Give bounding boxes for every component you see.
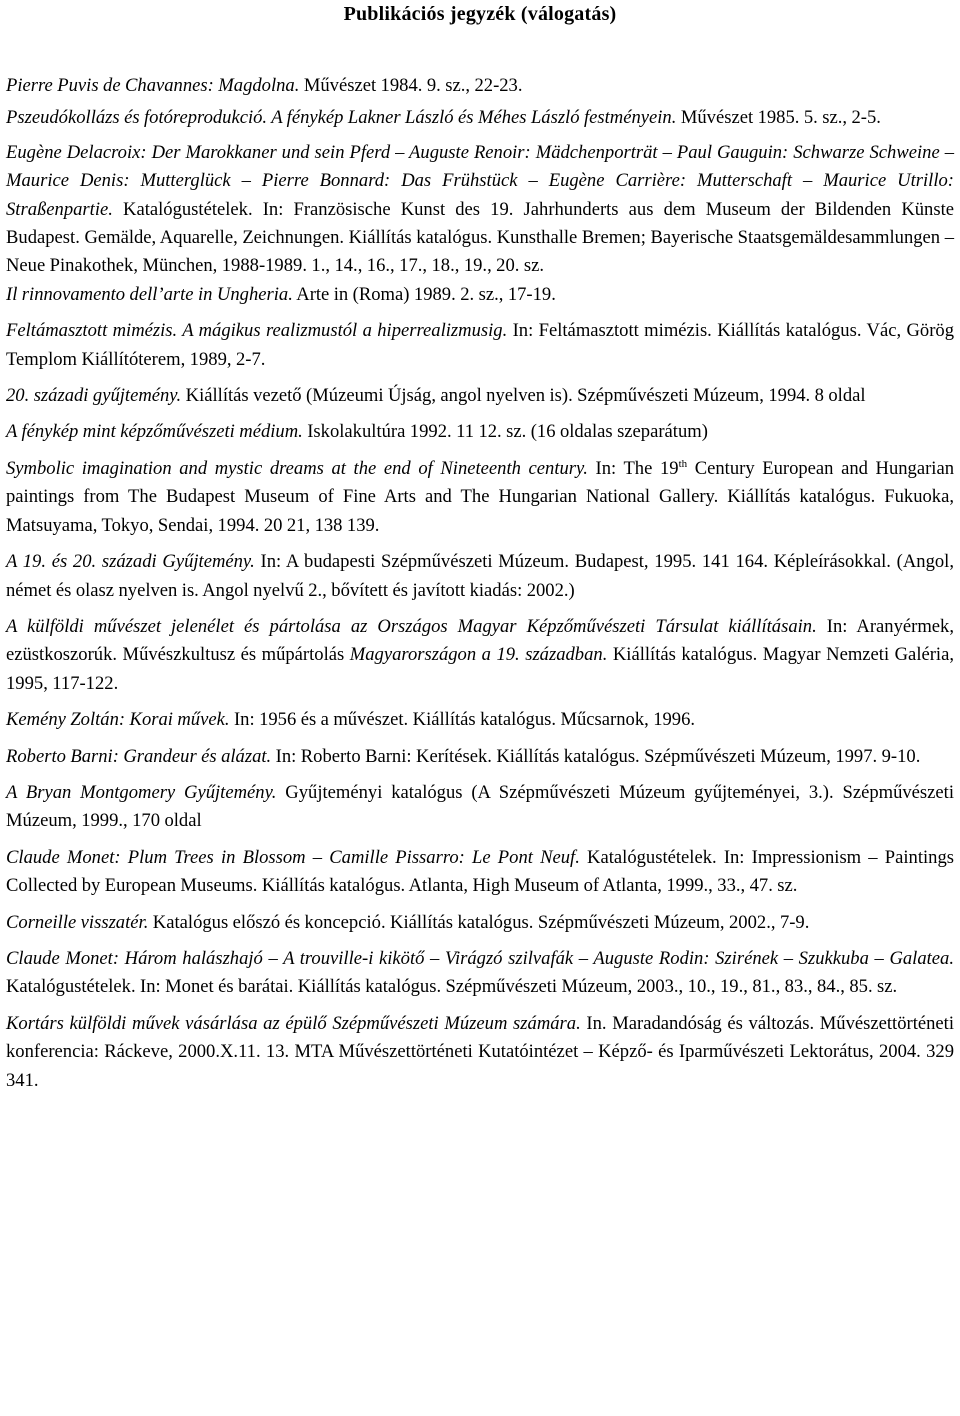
- entry-details: Katalógustételek. In: Französische Kunst des 19. Jahrhunderts aus dem Museum der Bildenden Künste Budapest. Gemälde, Aquarelle, Zeichnungen. Kiállítás katalógus. Kunsthalle Bremen; Bayerische Staatsgemäldesammlungen – Neue Pinakothek, München, 1988-1989. 1., 14., 16., 17., 18., 19., 20. sz.: [6, 198, 954, 277]
- entry-details: Iskolakultúra 1992. 11 12. sz. (16 oldalas szeparátum): [302, 421, 708, 443]
- entry-title-continued: Magyarországon a 19. században.: [349, 644, 608, 666]
- entry-title: Roberto Barni: Grandeur és alázat.: [6, 745, 272, 767]
- publication-entry-3: [6, 139, 954, 281]
- publication-entry-8: [6, 455, 954, 540]
- entry-title: Kemény Zoltán: Korai művek.: [6, 709, 230, 731]
- entry-title: A külföldi művészet jelenélet és pártolása az Országos Magyar Képzőművészeti Társulat kiállításain.: [6, 615, 817, 637]
- publication-entry-10: [6, 613, 954, 698]
- publication-entry-12: [6, 743, 954, 771]
- publication-entry-2: [6, 104, 954, 132]
- entry-details: In: Roberto Barni: Kerítések. Kiállítás katalógus. Szépművészeti Múzeum, 1997. 9-10.: [271, 745, 921, 767]
- entry-title: Pierre Puvis de Chavannes: Magdolna.: [6, 75, 300, 96]
- entry-title: Corneille visszatér.: [6, 911, 149, 933]
- entry-details: Arte in (Roma) 1989. 2. sz., 17-19.: [292, 283, 556, 305]
- entry-details: In: Feltámasztott mimézis. Kiállítás katalógus. Vác, Görög Templom Kiállítóterem, 1989, 2-7.: [6, 320, 954, 370]
- entry-title: Symbolic imagination and mystic dreams at the end of Nineteenth century.: [6, 457, 588, 479]
- entry-title: Il rinnovamento dell’arte in Ungheria.: [6, 283, 293, 305]
- entry-details: Katalógustételek. In: Monet és barátai. Kiállítás katalógus. Szépművészeti Múzeum, 2003., 10., 19., 81., 83., 84., 85. sz.: [6, 976, 898, 998]
- publication-entry-1: [6, 72, 954, 100]
- publication-entry-9: [6, 548, 954, 605]
- entry-details: In. Maradandóság és változás. Művészettörténeti konferencia: Ráckeve, 2000.X.11. 13. MTA Művészettörténeti Kutatóintézet – Képző- és Iparművészeti Lektorátus, 2004. 329 341.: [6, 1012, 955, 1091]
- entry-title: Pszeudókollázs és fotóreprodukció. A fénykép Lakner László és Méhes László festményein.: [6, 107, 677, 129]
- publication-entry-6: [6, 382, 954, 410]
- publication-entry-4: [6, 281, 954, 309]
- entry-details-continued: Century European and Hungarian paintings from The Budapest Museum of Fine Arts and The Hungarian National Gallery. Kiállítás katalógus. Fukuoka, Matsuyama, Tokyo, Sendai, 1994. 20 21, 138 139.: [6, 457, 955, 536]
- entry-details: Művészet 1984. 9. sz., 22-23.: [299, 75, 523, 96]
- entry-title: Claude Monet: Három halászhajó – A trouville-i kikötő – Virágzó szilvafák – Auguste Rodin: Szirének – Szukkuba – Galatea.: [6, 947, 954, 969]
- publication-entry-17: [6, 1010, 954, 1095]
- publication-entry-16: [6, 945, 954, 1002]
- publication-entry-14: [6, 844, 954, 901]
- publication-entry-15: [6, 909, 954, 937]
- publication-entry-13: [6, 779, 954, 836]
- publication-entry-5: [6, 317, 954, 374]
- entry-details: In: 1956 és a művészet. Kiállítás katalógus. Műcsarnok, 1996.: [229, 709, 696, 731]
- entry-title: Claude Monet: Plum Trees in Blossom – Camille Pissarro: Le Pont Neuf.: [6, 846, 580, 868]
- publication-entry-11: [6, 706, 954, 734]
- entry-details: Gyűjteményi katalógus (A Szépművészeti Múzeum gyűjteményei, 3.). Szépművészeti Múzeum, 1999., 170 oldal: [6, 781, 954, 832]
- entry-title: Feltámasztott mimézis. A mágikus realizmustól a hiperrealizmusig.: [6, 320, 508, 342]
- entry-details: In: A budapesti Szépművészeti Múzeum. Budapest, 1995. 141 164. Képleírásokkal. (Angol, német és olasz nyelven is. Angol nyelvű 2., bővített és javított kiadás: 2002.): [6, 551, 954, 601]
- entry-title: Kortárs külföldi művek vásárlása az épülő Szépművészeti Múzeum számára.: [6, 1012, 581, 1034]
- page-title: Publikációs jegyzék (válogatás): [343, 3, 617, 25]
- entry-details: Kiállítás vezető (Múzeumi Újság, angol nyelven is). Szépművészeti Múzeum, 1994. 8 oldal: [181, 385, 866, 407]
- entry-details: In: The 19: [587, 457, 679, 479]
- entry-details: Katalógustételek. In: Impressionism – Paintings Collected by European Museums. Kiállítás katalógus. Atlanta, High Museum of Atlanta, 1999., 33., 47. sz.: [6, 846, 955, 897]
- ordinal-superscript: th: [678, 457, 688, 470]
- entry-details: Művészet 1985. 5. sz., 2-5.: [676, 107, 881, 129]
- entry-title: 20. századi gyűjtemény.: [6, 385, 182, 407]
- publication-entry-7: [6, 418, 954, 446]
- entry-details: In: Aranyérmek, ezüstkoszorúk. Művészkultusz és műpártolás: [6, 615, 954, 666]
- entry-title: A fénykép mint képzőművészeti médium.: [6, 421, 303, 443]
- entry-title: A Bryan Montgomery Gyűjtemény.: [6, 781, 277, 803]
- entry-title: Eugène Delacroix: Der Marokkaner und sein Pferd – Auguste Renoir: Mädchenporträt – Paul Gauguin: Schwarze Schweine – Maurice Denis: Mutterglück – Pierre Bonnard: Das Frühstück – Eugène Carrière: Mutterschaft – Maurice Utrillo: Straßenpartie.: [6, 141, 954, 220]
- entry-title: A 19. és 20. századi Gyűjtemény.: [6, 551, 255, 573]
- entry-details-continued: Kiállítás katalógus. Magyar Nemzeti Galéria, 1995, 117-122.: [6, 644, 954, 694]
- entry-details: Katalógus előszó és koncepció. Kiállítás katalógus. Szépművészeti Múzeum, 2002., 7-9.: [148, 911, 810, 933]
